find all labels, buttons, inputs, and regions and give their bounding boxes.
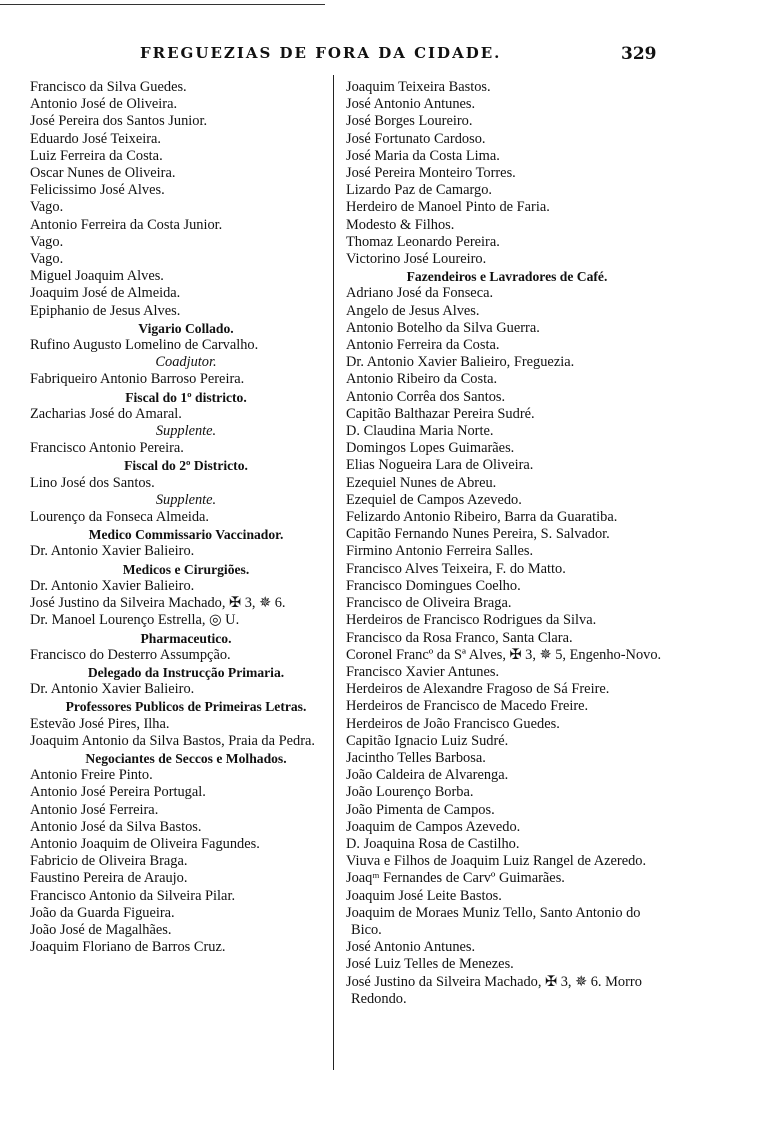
top-rule [0,4,325,5]
list-entry: Joaqᵐ Fernandes de Carvº Guimarães. [346,870,565,887]
list-entry: Joaquim de Moraes Muniz Tello, Santo Antonio do Bico. [346,904,641,938]
list-entry: Adriano José da Fonseca. [346,285,494,302]
list-entry: Joaquim Antonio da Silva Bastos, Praia da Pedra. [30,732,315,749]
list-entry: Lino José dos Santos. [30,474,155,491]
list-entry: Joaquim José de Almeida. [30,285,181,302]
list-entry: Francisco Domingues Coelho. [346,577,521,594]
list-entry: Antonio José Pereira Portugal. [30,784,206,801]
list-entry: Ezequiel Nunes de Abreu. [346,474,497,491]
list-entry: Francisco de Oliveira Braga. [346,595,512,612]
list-entry: Capitão Fernando Nunes Pereira, S. Salvador. [346,526,610,543]
list-entry: Antonio José de Oliveira. [30,96,178,113]
list-entry: Felizardo Antonio Ribeiro, Barra da Guaratiba. [346,509,618,526]
list-entry: Capitão Balthazar Pereira Sudré. [346,405,535,422]
section-subheading: Supplente. [155,423,217,440]
page-header: FREGUEZIAS DE FORA DA CIDADE. [140,44,502,62]
list-entry: Ezequiel de Campos Azevedo. [346,491,522,508]
list-entry: Antonio Corrêa dos Santos. [346,388,506,405]
list-entry: Antonio Ferreira da Costa Junior. [30,216,223,233]
list-entry: Angelo de Jesus Alves. [346,302,480,319]
list-entry: Dr. Antonio Xavier Balieiro. [30,543,195,560]
list-entry: José Antonio Antunes. [346,939,476,956]
list-entry: José Antonio Antunes. [346,96,476,113]
list-entry: Fabriqueiro Antonio Barroso Pereira. [30,371,245,388]
section-subheading: Coadjutor. [155,354,217,371]
section-heading: Negociantes de Seccos e Molhados. [85,750,287,766]
list-entry: Antonio Ferreira da Costa. [346,337,500,354]
list-entry: Vago. [30,251,64,268]
list-entry: Viuva e Filhos de Joaquim Luiz Rangel de Azeredo. [346,853,647,870]
list-entry: José Justino da Silveira Machado, ✠ 3, ✵ 6. [30,595,286,612]
list-entry: Antonio Botelho da Silva Guerra. [346,319,540,336]
section-heading: Fazendeiros e Lavradores de Café. [406,269,608,285]
list-entry: José Luiz Telles de Menezes. [346,956,514,973]
list-entry: Elias Nogueira Lara de Oliveira. [346,457,534,474]
list-entry: Francisco da Rosa Franco, Santa Clara. [346,629,573,646]
list-entry: Miguel Joaquim Alves. [30,268,164,285]
list-entry: Antonio José da Silva Bastos. [30,818,202,835]
section-subheading: Supplente. [155,491,217,508]
section-heading: Delegado da Instrucção Primaria. [87,664,285,680]
list-entry: Herdeiros de Alexandre Fragoso de Sá Freire. [346,681,610,698]
column-divider [333,75,334,1070]
list-entry: Francisco Antonio Pereira. [30,440,184,457]
list-entry: Modesto & Filhos. [346,216,455,233]
list-entry: D. Joaquina Rosa de Castilho. [346,835,520,852]
list-entry: Antonio José Ferreira. [30,801,159,818]
list-entry: Francisco do Desterro Assumpção. [30,646,231,663]
list-entry: Joaquim de Campos Azevedo. [346,818,521,835]
list-entry: Faustino Pereira de Araujo. [30,870,188,887]
list-entry: Estevão José Pires, Ilha. [30,715,170,732]
list-entry: João Caldeira de Alvarenga. [346,767,509,784]
list-entry: Victorino José Loureiro. [346,251,487,268]
list-entry: João Pimenta de Campos. [346,801,495,818]
list-entry: Joaquim José Leite Bastos. [346,887,502,904]
list-entry: José Pereira Monteiro Torres. [346,165,516,182]
list-entry: Antonio Ribeiro da Costa. [346,371,498,388]
list-entry: Lourenço da Fonseca Almeida. [30,509,210,526]
section-heading: Medicos e Cirurgiões. [122,561,250,577]
list-entry: Francisco Xavier Antunes. [346,663,500,680]
list-entry: Francisco Antonio da Silveira Pilar. [30,887,236,904]
list-entry: Francisco Alves Teixeira, F. do Matto. [346,560,566,577]
list-entry: Thomaz Leonardo Pereira. [346,233,500,250]
list-entry: José Justino da Silveira Machado, ✠ 3, ✵ 6. Morro Redondo. [346,973,642,1007]
list-entry: Rufino Augusto Lomelino de Carvalho. [30,337,259,354]
list-entry: Herdeiros de João Francisco Guedes. [346,715,560,732]
list-entry: Zacharias José do Amaral. [30,405,182,422]
list-entry: Vago. [30,233,64,250]
list-entry: Luiz Ferreira da Costa. [30,147,163,164]
list-entry: João da Guarda Figueira. [30,904,175,921]
list-entry: Antonio Freire Pinto. [30,767,153,784]
list-entry: Capitão Ignacio Luiz Sudré. [346,732,509,749]
list-entry: Joaquim Teixeira Bastos. [346,79,491,95]
section-heading: Fiscal do 1º districto. [125,389,247,405]
list-entry: Francisco da Silva Guedes. [30,79,187,95]
list-entry: Herdeiros de Francisco de Macedo Freire. [346,698,589,715]
list-entry: João Lourenço Borba. [346,784,474,801]
list-entry: Herdeiros de Francisco Rodrigues da Silva. [346,612,597,629]
list-entry: José Borges Loureiro. [346,113,473,130]
list-entry: João José de Magalhães. [30,921,172,938]
list-entry: José Maria da Costa Lima. [346,147,500,164]
list-entry: Epiphanio de Jesus Alves. [30,302,181,319]
list-entry: Joaquim Floriano de Barros Cruz. [30,939,226,956]
section-heading: Pharmaceutico. [140,630,232,646]
list-entry: José Pereira dos Santos Junior. [30,113,208,130]
list-entry: Dr. Manoel Lourenço Estrella, ◎ U. [30,612,240,629]
list-entry: Coronel Francº da Sª Alves, ✠ 3, ✵ 5, Engenho-Novo. [346,646,662,663]
list-entry: Firmino Antonio Ferreira Salles. [346,543,534,560]
page-number: 329 [621,44,657,64]
list-entry: Eduardo José Teixeira. [30,130,161,147]
list-entry: Antonio Joaquim de Oliveira Fagundes. [30,835,260,852]
list-entry: Dr. Antonio Xavier Balieiro. [30,577,195,594]
list-entry: José Fortunato Cardoso. [346,130,486,147]
left-column [30,79,342,956]
list-entry: D. Claudina Maria Norte. [346,423,494,440]
section-heading: Professores Publicos de Primeiras Letras. [65,699,307,715]
list-entry: Fabricio de Oliveira Braga. [30,853,188,870]
right-column [346,79,668,1008]
section-heading: Fiscal do 2º Districto. [124,458,248,474]
list-entry: Domingos Lopes Guimarães. [346,440,515,457]
list-entry: Lizardo Paz de Camargo. [346,182,492,199]
section-heading: Vigario Collado. [138,320,234,336]
list-entry: Dr. Antonio Xavier Balieiro, Freguezia. [346,354,575,371]
list-entry: Herdeiro de Manoel Pinto de Faria. [346,199,550,216]
section-heading: Medico Commissario Vaccinador. [88,527,284,543]
list-entry: Vago. [30,199,64,216]
list-entry: Dr. Antonio Xavier Balieiro. [30,681,195,698]
list-entry: Felicissimo José Alves. [30,182,165,199]
list-entry: Jacintho Telles Barbosa. [346,749,486,766]
list-entry: Oscar Nunes de Oliveira. [30,165,176,182]
